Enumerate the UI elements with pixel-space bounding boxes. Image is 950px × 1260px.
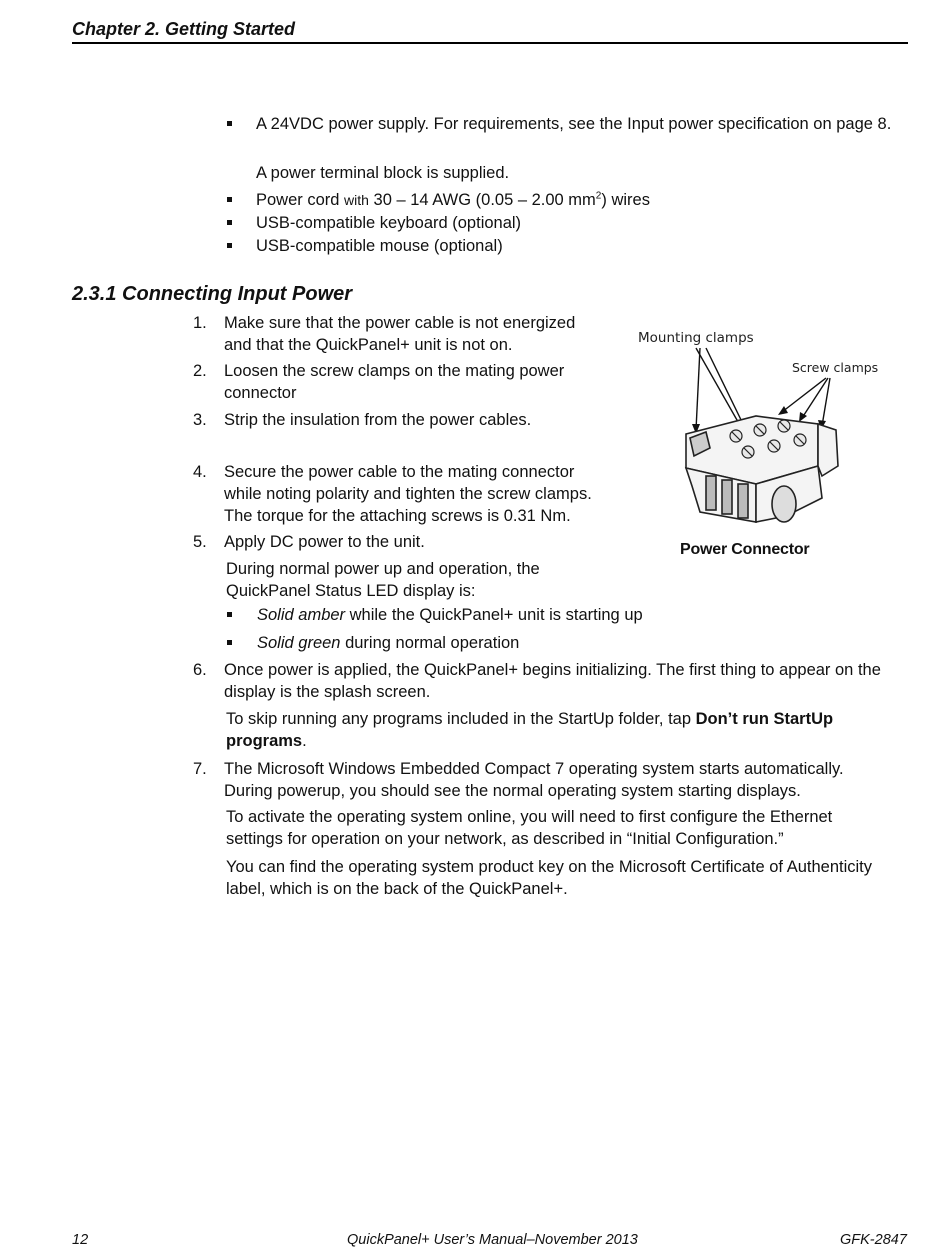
requirement-text: 30 – 14 AWG (0.05 – 2.00 mm xyxy=(368,191,596,209)
step-line: To activate the operating system online, you will need to first configure the Ethernet xyxy=(226,808,833,826)
requirement-item xyxy=(256,113,916,135)
step-line: Loosen the screw clamps on the mating power xyxy=(224,362,565,380)
step-line: connector xyxy=(224,384,297,402)
step-line: display is the splash screen. xyxy=(224,683,431,701)
footer-title: QuickPanel+ User’s Manual–November 2013 xyxy=(347,1232,638,1248)
step-text xyxy=(224,312,575,356)
requirement-item xyxy=(256,189,650,211)
step-line: Make sure that the power cable is not energized xyxy=(224,314,576,332)
step-line: while noting polarity and tighten the screw clamps. xyxy=(224,485,592,503)
led-state-name: Solid amber xyxy=(257,606,346,624)
led-state-item xyxy=(257,632,519,654)
power-connector-figure xyxy=(636,326,888,566)
document-id: GFK-2847 xyxy=(840,1232,907,1248)
step-text xyxy=(224,461,592,527)
step-number: 2. xyxy=(193,362,207,380)
bullet-marker xyxy=(227,220,232,225)
requirement-text: with xyxy=(344,192,369,208)
step-text xyxy=(224,409,531,431)
step-number: 7. xyxy=(193,760,207,778)
led-state-name: Solid green xyxy=(257,634,341,652)
step-line: During normal power up and operation, the xyxy=(226,560,540,578)
requirement-text: ) wires xyxy=(601,191,650,209)
step-paragraph xyxy=(226,806,832,850)
bullet-marker xyxy=(227,197,232,202)
step-line: Secure the power cable to the mating connector xyxy=(224,463,575,481)
step-line: Once power is applied, the QuickPanel+ begins initializing. The first thing to appear on the xyxy=(224,661,881,679)
section-heading: 2.3.1 Connecting Input Power xyxy=(72,283,353,305)
step-number: 5. xyxy=(193,533,207,551)
power-connector-illustration xyxy=(636,326,888,541)
led-state-item xyxy=(257,604,643,626)
led-state-text: while the QuickPanel+ unit is starting up xyxy=(345,606,643,624)
step-paragraph xyxy=(226,856,872,900)
step-line: QuickPanel Status LED display is: xyxy=(226,582,476,600)
ui-command: Don’t run StartUp xyxy=(695,710,834,728)
requirement-text: A 24VDC power supply. For requirements, see the Input power specification on page 8. xyxy=(256,115,892,133)
step-paragraph xyxy=(226,708,833,752)
step-line: settings for operation on your network, as described in “Initial Configuration.” xyxy=(226,830,784,848)
bullet-marker xyxy=(227,121,232,126)
step-line: You can find the operating system product key on the Microsoft Certificate of Authenticity xyxy=(226,858,872,876)
step-text xyxy=(224,758,844,802)
bullet-marker xyxy=(227,640,232,645)
bullet-marker xyxy=(227,243,232,248)
figure-caption: Power Connector xyxy=(680,541,810,558)
screw-clamps-label: Screw clamps xyxy=(792,360,879,375)
requirement-item: USB-compatible mouse (optional) xyxy=(256,237,503,255)
step-paragraph xyxy=(226,558,540,602)
bullet-marker xyxy=(227,612,232,617)
requirement-item: USB-compatible keyboard (optional) xyxy=(256,214,522,232)
step-number: 6. xyxy=(193,661,207,679)
step-line: label, which is on the back of the QuickPanel+. xyxy=(226,880,568,898)
step-text xyxy=(224,360,564,404)
mounting-clamps-label: Mounting clamps xyxy=(638,330,754,346)
step-line: The Microsoft Windows Embedded Compact 7 operating system starts automatically. xyxy=(224,760,844,778)
requirement-note: A power terminal block is supplied. xyxy=(256,164,510,182)
step-text: Apply DC power to the unit. xyxy=(224,533,425,551)
step-number: 3. xyxy=(193,411,207,429)
step-line: Strip the insulation from the power cables. xyxy=(224,411,532,429)
step-line: During powerup, you should see the normal operating system starting displays. xyxy=(224,782,801,800)
step-line: and that the QuickPanel+ unit is not on. xyxy=(224,336,513,354)
step-number: 1. xyxy=(193,314,207,332)
chapter-title: Chapter 2. Getting Started xyxy=(72,19,296,39)
requirement-text: Power cord xyxy=(256,191,345,209)
page-number: 12 xyxy=(72,1232,89,1248)
step-number: 4. xyxy=(193,463,207,481)
superscript: 2 xyxy=(595,190,602,202)
step-text xyxy=(224,659,881,703)
ui-command: programs xyxy=(226,732,303,750)
step-line: . xyxy=(302,732,307,750)
step-line: The torque for the attaching screws is 0.31 Nm. xyxy=(224,507,571,525)
step-line: To skip running any programs included in the StartUp folder, tap xyxy=(226,710,696,728)
led-state-text: during normal operation xyxy=(340,634,520,652)
page-header xyxy=(72,18,908,44)
